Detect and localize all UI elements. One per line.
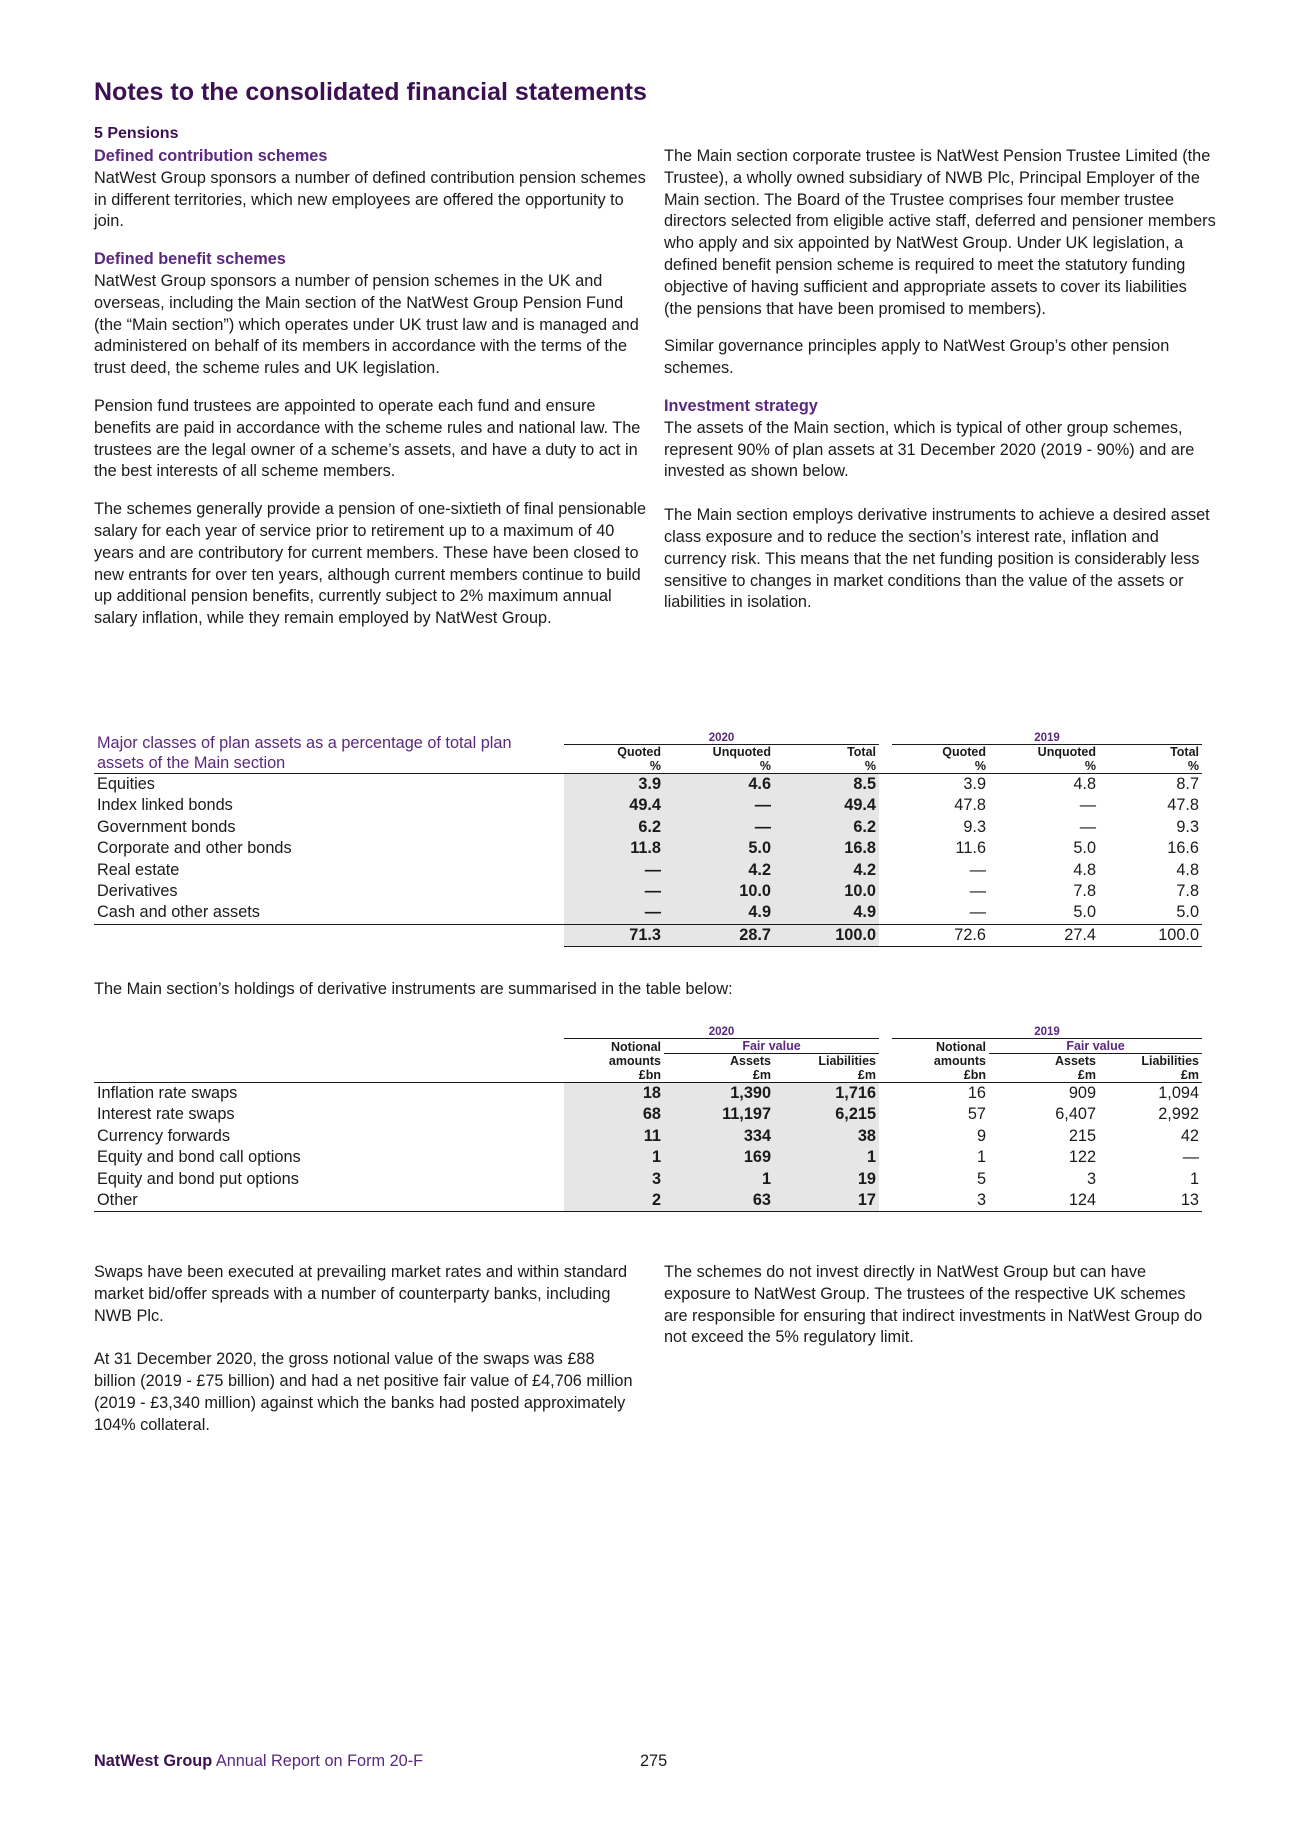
unit-label: % [649, 759, 661, 773]
trustee-paragraph: The Main section corporate trustee is NatWest Pension Trustee Limited (the Trustee), a wholly owned subsidiary of NWB Plc, Principal Employer of the Main section. The Board of the Trustee comprises four member trustee directors selected from eligible active staff, deferred and pensioner members who apply and six appointed by NatWest Group. Under UK legislation, a defined benefit pension scheme is required to meet the statutory funding objective of having sufficient and appropriate assets to cover its liabilities (the pensions that have been promised to members). [664, 147, 1216, 318]
table-row [94, 881, 1202, 902]
db-paragraph: NatWest Group sponsors a number of pension schemes in the UK and overseas, including the Main section of the NatWest Group Pension Fund (the “Main section”) which operates under UK trust law and is managed and administered on behalf of its members in accordance with the terms of the trust deed, the scheme rules and UK legislation. [94, 271, 639, 378]
cell: 4.8 [1073, 860, 1096, 879]
cell: 49.4 [564, 795, 664, 816]
cell: 17 [774, 1190, 879, 1212]
col-notional: Notional [936, 1039, 986, 1054]
unit-label: £m [1077, 1068, 1096, 1082]
table-row [94, 817, 1202, 838]
trustees-paragraph: Pension fund trustees are appointed to operate each fund and ensure benefits are paid in accordance with the scheme rules and national law. The trustees are the legal owner of a scheme’s assets, and have a duty to act in the best interests of all scheme members. [94, 396, 641, 481]
col-amounts: amounts [933, 1054, 986, 1068]
cell: 19 [774, 1169, 879, 1190]
row-label: Real estate [97, 860, 180, 879]
col-liabilities: Liabilities [818, 1054, 876, 1068]
row-label: Inflation rate swaps [94, 1083, 564, 1105]
cell: — [1079, 796, 1096, 815]
cell: 6,407 [1055, 1105, 1096, 1124]
cell: 49.4 [774, 795, 879, 816]
col-liabilities: Liabilities [1141, 1054, 1199, 1068]
cell: 215 [1068, 1126, 1096, 1145]
cell: 3.9 [564, 774, 664, 796]
total-cell: 71.3 [564, 924, 664, 946]
cell: 9.3 [963, 817, 986, 836]
col-assets: Assets [730, 1054, 771, 1068]
footer-doc-title: Annual Report on Form 20-F [215, 1752, 424, 1770]
cell: 68 [564, 1104, 664, 1125]
cell: 4.9 [774, 902, 879, 924]
cell: 3 [564, 1169, 664, 1190]
col-unquoted: Unquoted [1037, 745, 1096, 759]
row-label: Equity and bond put options [97, 1169, 299, 1188]
dc-heading: Defined contribution schemes [94, 147, 328, 165]
cell: 11.6 [955, 839, 986, 858]
col-quoted: Quoted [617, 745, 661, 759]
derivatives-paragraph: The Main section employs derivative instruments to achieve a desired asset class exposure and to reduce the section’s interest rate, inflation and currency risk. This means that the net funding position is considerably less sensitive to changes in market conditions than the value of the assets or liabilities in isolation. [664, 506, 1210, 612]
table-row [94, 838, 1202, 859]
cell: 38 [774, 1126, 879, 1147]
total-cell: 27.4 [989, 924, 1099, 946]
unit-label: £m [857, 1068, 876, 1082]
table-row [94, 1126, 1202, 1147]
cell: 47.8 [954, 796, 986, 815]
total-cell: 72.6 [892, 924, 989, 946]
cell: 3.9 [892, 774, 989, 796]
row-label: Derivatives [97, 882, 178, 901]
row-label: Index linked bonds [97, 796, 233, 815]
fair-value-header: Fair value [989, 1039, 1202, 1054]
investment-paragraph: The assets of the Main section, which is typical of other group schemes, represent 90% of plan assets at 31 December 2020 (2019 - 90%) and are invested as shown below. [664, 418, 1195, 481]
cell: 6,215 [774, 1104, 879, 1125]
cell: 16 [892, 1083, 989, 1105]
unit-label: % [864, 759, 876, 773]
col-unquoted: Unquoted [712, 745, 771, 759]
col-assets: Assets [1055, 1054, 1096, 1068]
total-cell: 100.0 [1099, 924, 1202, 946]
cell: 5.0 [1073, 903, 1096, 922]
table-row [94, 1083, 1202, 1105]
col-amounts: amounts [608, 1054, 661, 1068]
footer [94, 1752, 423, 1771]
derivatives-table [94, 1026, 1202, 1212]
cell: 7.8 [1073, 882, 1096, 901]
cell: 16.6 [1167, 839, 1199, 858]
page-number: 275 [640, 1752, 668, 1770]
cell: 63 [664, 1190, 774, 1212]
cell: 122 [1068, 1148, 1096, 1167]
left-text-column [94, 146, 649, 646]
cell: 2,992 [1158, 1105, 1199, 1124]
unit-label: % [1084, 759, 1096, 773]
cell: 8.7 [1099, 774, 1202, 796]
cell: 57 [967, 1105, 986, 1124]
cell: — [969, 882, 986, 901]
db-heading: Defined benefit schemes [94, 250, 286, 269]
swaps-paragraph: Swaps have been executed at prevailing market rates and within standard market bid/offer spreads with a number of counterparty banks, including NWB Plc. [94, 1263, 628, 1325]
cell: — [1079, 817, 1096, 836]
cell: 9 [976, 1126, 986, 1145]
bottom-left-text [94, 1262, 634, 1453]
table-row [94, 902, 1202, 924]
cell: — [564, 881, 664, 902]
cell: 16.8 [774, 838, 879, 859]
table-row [94, 1169, 1202, 1190]
notional-paragraph: At 31 December 2020, the gross notional value of the swaps was £88 billion (2019 - £75 billion) and had a net positive fair value of £4,706 million (2019 - £3,340 million) against which the banks had posted approximately 104% collateral. [94, 1350, 633, 1434]
cell: — [564, 902, 664, 924]
col-notional: Notional [611, 1039, 661, 1054]
cell: 10.0 [664, 881, 774, 902]
cell: 13 [1099, 1190, 1202, 1212]
table-row [94, 774, 1202, 796]
col-total: Total [847, 745, 876, 759]
row-label: Equities [94, 774, 564, 796]
cell: 4.2 [664, 860, 774, 881]
unit-label: % [1187, 759, 1199, 773]
cell: 4.6 [664, 774, 774, 796]
bottom-right-text [664, 1262, 1204, 1365]
table-row [94, 1190, 1202, 1212]
cell: 11 [564, 1126, 664, 1147]
fair-value-header: Fair value [664, 1039, 879, 1054]
unit-label: £m [1180, 1068, 1199, 1082]
section-heading: 5 Pensions [94, 125, 179, 142]
total-cell: 100.0 [774, 924, 879, 946]
cell: 3 [1086, 1169, 1096, 1188]
row-label: Cash and other assets [97, 903, 260, 922]
cell: 1,716 [774, 1083, 879, 1105]
cell: 5.0 [1176, 903, 1199, 922]
row-label: Other [94, 1190, 564, 1212]
total-cell: 28.7 [664, 924, 774, 946]
cell: 2 [564, 1190, 664, 1212]
cell: — [664, 817, 774, 838]
table-row [94, 1147, 1202, 1168]
plan-assets-title: Major classes of plan assets as a percentage of total plan assets of the Main section [97, 734, 512, 772]
cell: 11.8 [564, 838, 664, 859]
cell: 1,390 [664, 1083, 774, 1105]
cell: — [969, 860, 986, 879]
right-text-column [664, 146, 1219, 630]
cell: 169 [664, 1147, 774, 1168]
year-2019-header: 2019 [892, 732, 1202, 745]
cell: 8.5 [774, 774, 879, 796]
unit-label: % [974, 759, 986, 773]
unit-label: % [759, 759, 771, 773]
cell: 5 [976, 1169, 986, 1188]
plan-assets-table [94, 732, 1202, 947]
dc-paragraph: NatWest Group sponsors a number of defined contribution pension schemes in different territories, which new employees are offered the opportunity to join. [94, 168, 646, 231]
exposure-paragraph: The schemes do not invest directly in NatWest Group but can have exposure to NatWest Group. The trustees of the respective UK schemes are responsible for ensuring that indirect investments in NatWest Group do not exceed the 5% regulatory limit. [664, 1263, 1203, 1347]
cell: 1 [1189, 1169, 1199, 1188]
cell: 3 [892, 1190, 989, 1212]
page-title: Notes to the consolidated financial statements [94, 78, 647, 106]
col-total: Total [1170, 745, 1199, 759]
cell: 1 [564, 1147, 664, 1168]
governance-paragraph: Similar governance principles apply to NatWest Group’s other pension schemes. [664, 337, 1170, 378]
row-label: Interest rate swaps [97, 1105, 235, 1124]
row-label: Currency forwards [97, 1126, 231, 1145]
cell: 5.0 [1073, 839, 1096, 858]
cell: 18 [564, 1083, 664, 1105]
investment-heading: Investment strategy [664, 396, 818, 415]
cell: 124 [989, 1190, 1099, 1212]
year-2020-header: 2020 [564, 732, 879, 745]
cell: 334 [664, 1126, 774, 1147]
table-row [94, 795, 1202, 816]
cell: 1 [976, 1148, 986, 1167]
cell: 9.3 [1176, 817, 1199, 836]
unit-label: £bn [963, 1068, 986, 1082]
cell: 1 [664, 1169, 774, 1190]
cell: 10.0 [774, 881, 879, 902]
year-2019-header: 2019 [892, 1026, 1202, 1039]
table-row [94, 860, 1202, 881]
row-label: Government bonds [97, 817, 236, 836]
benefits-paragraph: The schemes generally provide a pension of one-sixtieth of final pensionable salary for each year of service prior to retirement up to a maximum of 40 years and are contributory for current members. These have been closed to new entrants for over ten years, although current members continue to build up additional pension benefits, currently subject to 2% maximum annual salary inflation, while they remain employed by NatWest Group. [94, 500, 647, 628]
year-2020-header: 2020 [564, 1026, 879, 1039]
footer-brand: NatWest Group [94, 1752, 213, 1770]
cell: — [969, 903, 986, 922]
cell: — [564, 860, 664, 881]
total-row [94, 924, 1202, 946]
cell: 6.2 [564, 817, 664, 838]
cell: — [664, 795, 774, 816]
cell: 42 [1180, 1126, 1199, 1145]
cell: 1 [774, 1147, 879, 1168]
unit-label: £bn [638, 1068, 661, 1082]
unit-label: £m [752, 1068, 771, 1082]
cell: 4.9 [664, 902, 774, 924]
cell: 5.0 [664, 838, 774, 859]
cell: 1,094 [1099, 1083, 1202, 1105]
cell: 909 [989, 1083, 1099, 1105]
cell: 11,197 [664, 1104, 774, 1125]
cell: — [1182, 1148, 1199, 1167]
derivatives-intro: The Main section’s holdings of derivative instruments are summarised in the table below: [94, 980, 733, 998]
table-row [94, 1104, 1202, 1125]
row-label: Corporate and other bonds [97, 839, 292, 858]
cell: 4.8 [1176, 860, 1199, 879]
col-quoted: Quoted [942, 745, 986, 759]
cell: 6.2 [774, 817, 879, 838]
cell: 7.8 [1176, 882, 1199, 901]
row-label: Equity and bond call options [97, 1148, 301, 1167]
cell: 4.8 [989, 774, 1099, 796]
cell: 47.8 [1167, 796, 1199, 815]
cell: 4.2 [774, 860, 879, 881]
